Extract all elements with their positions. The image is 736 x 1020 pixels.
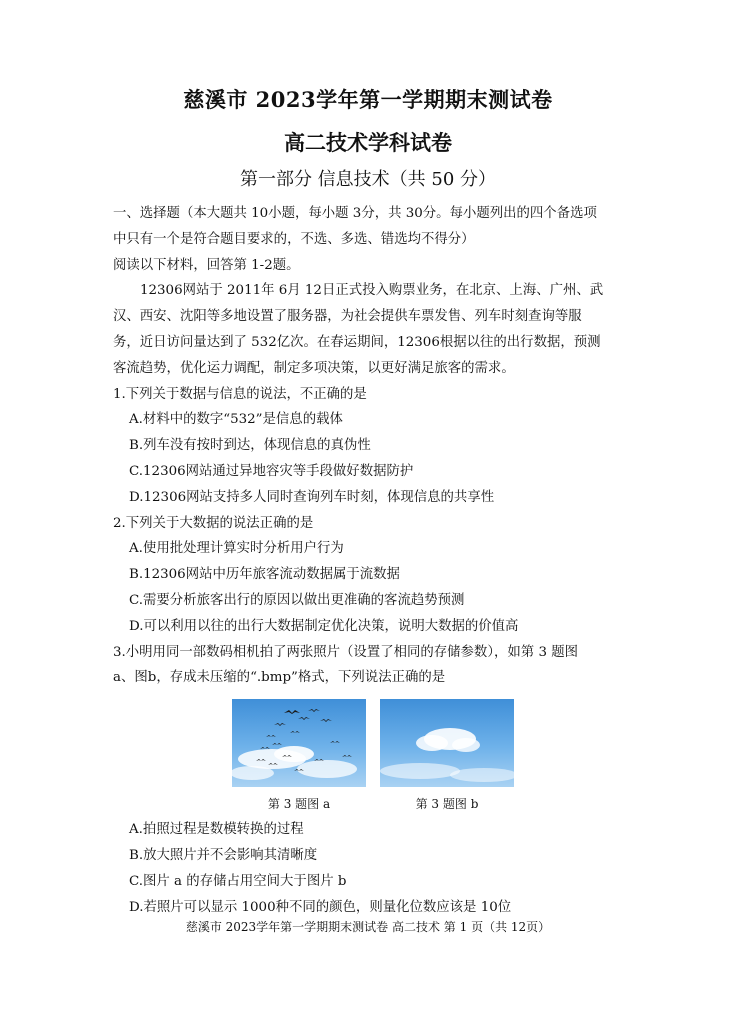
section-heading-line2: 中只有一个是符合题目要求的，不选、多选、错选均不得分） — [113, 231, 475, 247]
part-heading: 第一部分 信息技术（共 50 分） — [239, 169, 497, 190]
question-3-figures — [113, 699, 633, 813]
figure-b — [380, 699, 514, 813]
page-footer: 慈溪市 2023学年第一学期期末测试卷 高二技术 第 1 页（共 12页） — [185, 920, 551, 934]
question-1-option-b: B.列车没有按时到达，体现信息的真伪性 — [129, 438, 371, 454]
material-line4: 客流趋势，优化运力调配，制定多项决策，以更好满足旅客的需求。 — [113, 360, 515, 376]
question-3-stem-line1: 3.小明用同一部数码相机拍了两张照片（设置了相同的存储参数），如第 3 题图 — [113, 644, 578, 660]
exam-body — [113, 201, 633, 920]
question-3-option-a: A.拍照过程是数模转换的过程 — [129, 822, 304, 838]
exam-subtitle: 高二技术学科试卷 — [284, 130, 452, 155]
question-1-option-c: C.12306网站通过异地容灾等手段做好数据防护 — [129, 463, 414, 479]
question-2-stem: 2.下列关于大数据的说法正确的是 — [113, 515, 314, 531]
question-2-option-c: C.需要分析旅客出行的原因以做出更准确的客流趋势预测 — [129, 592, 465, 608]
material-line1: 12306网站于 2011年 6月 12日正式投入购票业务，在北京、上海、广州、武 — [140, 283, 604, 299]
question-3-option-c: C.图片 a 的存储占用空间大于图片 b — [129, 873, 347, 889]
figure-a — [232, 699, 366, 813]
question-1-stem: 1.下列关于数据与信息的说法，不正确的是 — [113, 386, 367, 402]
sky-with-cloud-photo — [380, 699, 514, 787]
question-3-option-d: D.若照片可以显示 1000种不同的颜色，则量化位数应该是 10位 — [129, 899, 512, 915]
question-2-option-a: A.使用批处理计算实时分析用户行为 — [129, 541, 344, 557]
sky-with-birds-photo — [232, 699, 366, 787]
exam-title: 慈溪市 2023学年第一学期期末测试卷 — [183, 87, 553, 112]
figure-a-caption: 第 3 题图 a — [267, 797, 331, 812]
reading-instruction: 阅读以下材料，回答第 1-2题。 — [113, 257, 300, 273]
question-2-option-d: D.可以利用以往的出行大数据制定优化决策，说明大数据的价值高 — [129, 618, 519, 634]
section-heading-line1: 一、选择题（本大题共 10小题，每小题 3分，共 30分。每小题列出的四个备选项 — [113, 206, 597, 221]
question-3-stem-line2: a、图b，存成未压缩的“.bmp”格式，下列说法正确的是 — [113, 670, 446, 686]
question-1-option-a: A.材料中的数字“532”是信息的载体 — [129, 412, 343, 428]
question-1-option-d: D.12306网站支持多人同时查询列车时刻，体现信息的共享性 — [129, 489, 495, 505]
material-line2: 汉、西安、沈阳等多地设置了服务器，为社会提供车票发售、列车时刻查询等服 — [113, 309, 582, 325]
material-line3: 务，近日访问量达到了 532亿次。在春运期间，12306根据以往的出行数据，预测 — [113, 334, 601, 350]
question-3-option-b: B.放大照片并不会影响其清晰度 — [129, 847, 318, 863]
figure-b-caption: 第 3 题图 b — [415, 797, 479, 812]
question-2-option-b: B.12306网站中历年旅客流动数据属于流数据 — [129, 567, 400, 583]
